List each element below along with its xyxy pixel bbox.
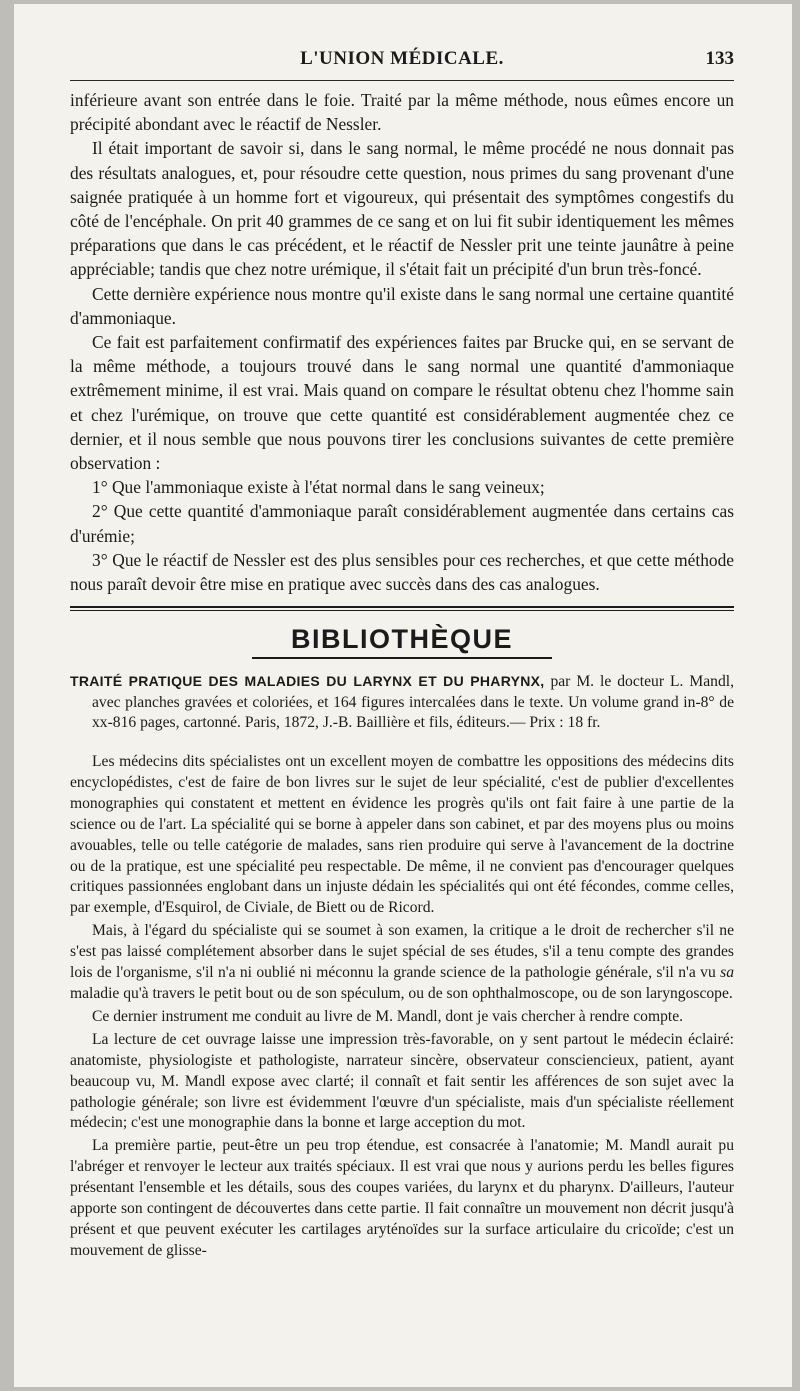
- paragraph: inférieure avant son entrée dans le foie. Traité par la même méthode, nous eûmes encore un précipité abondant avec le réactif de Nessler.: [70, 90, 734, 135]
- running-title: L'UNION MÉDICALE.: [300, 48, 504, 69]
- section-divider: [70, 606, 734, 611]
- page: [14, 4, 792, 1387]
- header-rule: [70, 80, 734, 81]
- paragraph: Ce dernier instrument me conduit au livre de M. Mandl, dont je vais chercher à rendre compte.: [92, 1007, 684, 1025]
- paragraph: Il était important de savoir si, dans le sang normal, le même procédé ne nous donnait pas des résultats analogues, et, pour résoudre cette question, nous primes du sang provenant d'une saignée pratiquée à un homme fort et vigoureux, qui présentait des symptômes congestifs du côté de l'encéphale. On prit 40 grammes de ce sang et on lui fit subir identiquement les mêmes préparations que dans le cas précédent, et le réactif de Nessler prit une teinte jaunâtre à peine appréciable; tandis que chez notre urémique, il s'était fait un précipité d'un brun très-foncé.: [70, 138, 734, 280]
- text-run: maladie qu'à travers le petit bout ou de son spéculum, ou de son ophthalmoscope, ou de son laryngoscope.: [70, 985, 733, 1003]
- conclusion-item: 3° Que le réactif de Nessler est des plus sensibles pour ces recherches, et que cette méthode nous paraît devoir être mise en pratique avec succès dans des cas analogues.: [70, 549, 734, 595]
- article-text: [70, 88, 734, 596]
- page-header: [70, 4, 734, 72]
- book-reference: [70, 671, 734, 734]
- paragraph: La première partie, peut-être un peu trop étendue, est consacrée à l'anatomie; M. Mandl aurait pu l'abréger et renvoyer le lecteur aux traités spéciaux. Il est vrai que nous y aurions perdu les belles figures présentant l'ensemble et les détails, sous des coupes variées, du larynx et du pharynx. D'ailleurs, l'auteur apporte son contingent de découvertes dans cette partie. Il fait connaître un mouvement non décrit jusqu'à présent et que peuvent exécuter les cartilages aryténoïdes sur la surface articulaire du cricoïde; c'est un mouvement de glisse-: [70, 1137, 734, 1259]
- text-run: Mais, à l'égard du spécialiste qui se soumet à son examen, la critique a le droit de rechercher s'il ne s'est pas laissé complétement absorber dans le sujet spécial de ses études, s'il a tenu compte des grandes lois de l'organisme, s'il n'a ni oublié ni méconnu la grande science de la pathologie générale, s'il n'a vu: [70, 922, 734, 982]
- paragraph: La lecture de cet ouvrage laisse une impression très-favorable, on y sent partout le médecin éclairé: anatomiste, physiologiste et pathologiste, narrateur sincère, observateur consciencieux, patient, ayant beaucoup vu, M. Mandl expose avec clarté; il connaît et fait sentir les afférences de son sujet avec la pathologie générale; son livre est évidemment l'œuvre d'un spécialiste, mais d'un spécialiste réellement médecin; c'est une monographie dans la bonne et large acception du mot.: [70, 1030, 734, 1132]
- review-text: [70, 752, 734, 1262]
- paragraph: Cette dernière expérience nous montre qu'il existe dans le sang normal une certaine quantité d'ammoniaque.: [70, 283, 734, 328]
- emphasis: sa: [720, 964, 734, 982]
- section-title: BIBLIOTHÈQUE: [290, 624, 513, 655]
- conclusion-item: 2° Que cette quantité d'ammoniaque paraît considérablement augmentée dans certains cas d'urémie;: [70, 501, 734, 546]
- page-number: 133: [705, 48, 734, 69]
- paragraph: Ce fait est parfaitement confirmatif des expériences faites par Brucke qui, en se servant de la même méthode, a toujours trouvé dans le sang normal une quantité d'ammoniaque extrêmement minime, il est vrai. Mais quand on compare le résultat obtenu chez l'homme sain et chez l'urémique, on trouve que cette quantité est considérablement augmentée chez ce dernier, et il nous semble que nous pouvons tirer les conclusions suivantes de cette première observation :: [70, 332, 734, 474]
- paragraph: Les médecins dits spécialistes ont un excellent moyen de combattre les oppositions des médecins dits encyclopédistes, c'est de faire de bon livres sur le sujet de leur spécialité, c'est de publier d'excellentes monographies qui constatent et mettent en évidence les progrès qu'ils ont fait faire à une partie de la science ou de l'art. La spécialité qui se borne à appeler dans son cabinet, et par des moyens plus ou moins avouables, telle ou telle catégorie de malades, sans rien produire qui serve à l'avancement de la doctrine ou de la pratique, est une spécialité peu respectable. De même, il ne convient pas d'encourager quelques critiques passionnées englobant dans un injuste dédain les spécialités qui ont été fécondes, comme celles, par exemple, d'Esquirol, de Civiale, de Biett ou de Ricord.: [70, 753, 734, 917]
- book-details: par M. le docteur L. Mandl, avec planches gravées et coloriées, et 164 figures intercalées dans le texte. Un volume grand in-8° de xx-816 pages, cartonné. Paris, 1872, J.-B. Baillière et fils, éditeurs.— Prix : 18 fr.: [92, 673, 734, 732]
- paragraph: [70, 921, 734, 1005]
- title-underline: [252, 657, 552, 659]
- book-title: TRAITÉ PRATIQUE DES MALADIES DU LARYNX ET DU PHARYNX,: [70, 673, 545, 690]
- conclusion-item: 1° Que l'ammoniaque existe à l'état normal dans le sang veineux;: [92, 477, 545, 498]
